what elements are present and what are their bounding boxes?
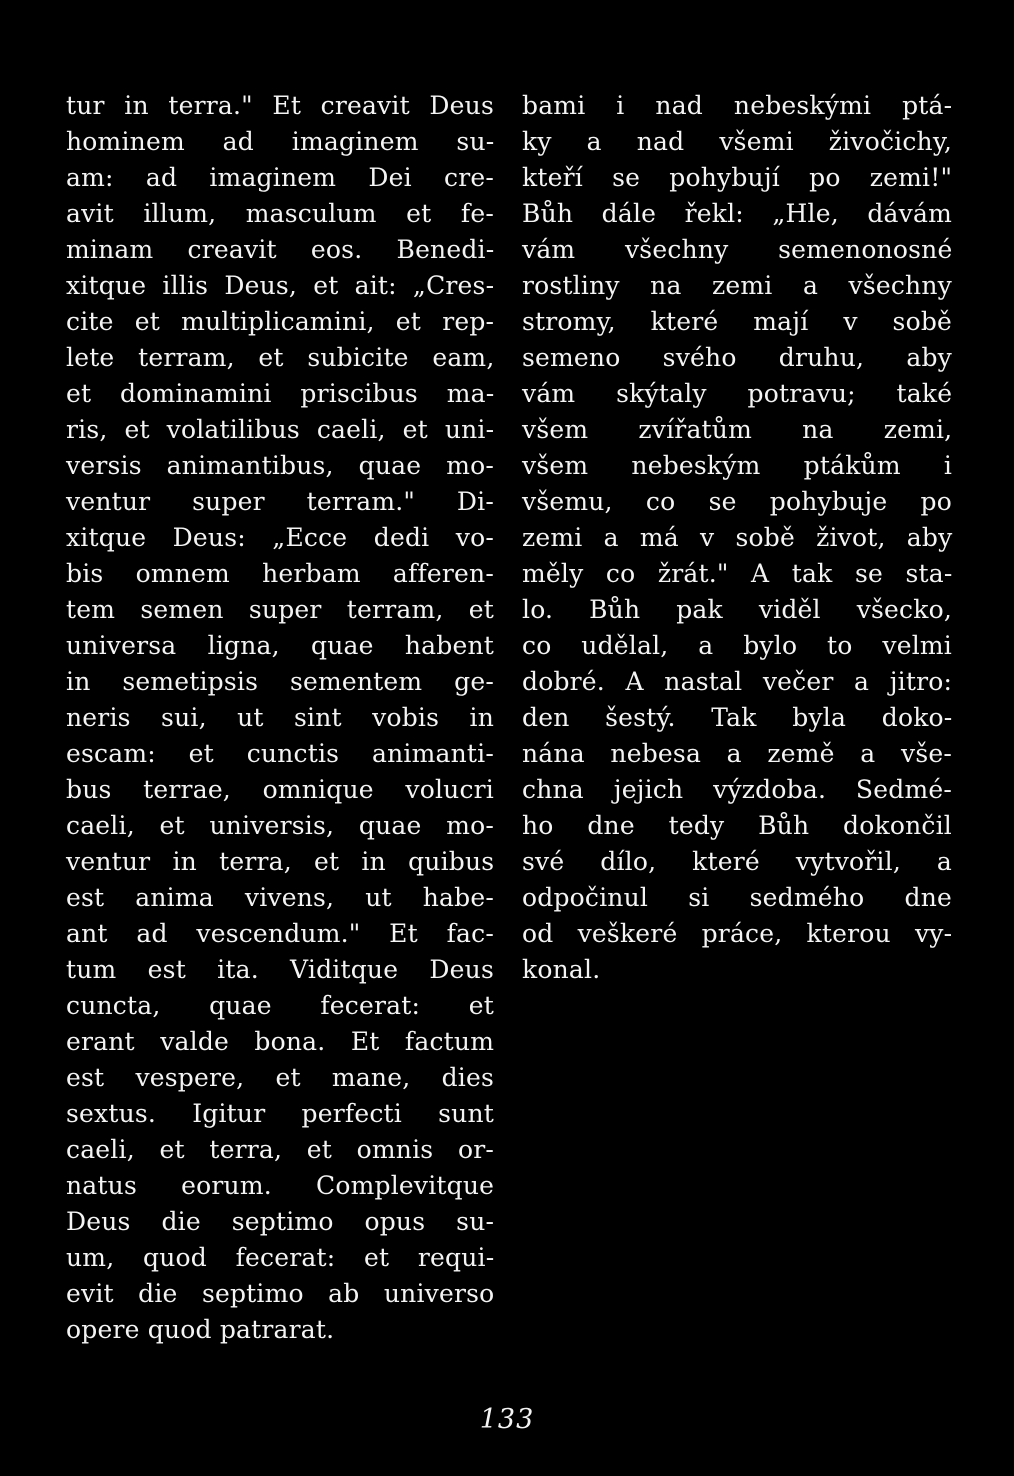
czech-column [522, 88, 952, 988]
text-line: odpočinul si sedmého dne [522, 883, 952, 912]
text-line: minam creavit eos. Benedi- [66, 235, 495, 264]
text-line: všem zvířatům na zemi, [522, 415, 953, 444]
text-line: vám všechny semenonosné [522, 235, 953, 264]
text-line: nána nebesa a země a vše- [522, 739, 952, 768]
text-line: sextus. Igitur perfecti sunt [66, 1099, 494, 1128]
text-line: hominem ad imaginem su- [66, 127, 495, 156]
text-line: est anima vivens, ut habe- [66, 883, 494, 912]
text-line: in semetipsis sementem ge- [66, 667, 494, 696]
text-line: bis omnem herbam afferen- [66, 559, 494, 588]
text-line: ho dne tedy Bůh dokončil [522, 811, 952, 840]
text-line: versis animantibus, quae mo- [66, 451, 494, 480]
text-line: am: ad imaginem Dei cre- [66, 163, 494, 192]
text-line: evit die septimo ab universo [66, 1279, 495, 1308]
text-line: ventur in terra, et in quibus [66, 847, 495, 876]
text-line: své dílo, které vytvořil, a [522, 847, 952, 876]
text-line: xitque Deus: „Ecce dedi vo- [66, 523, 494, 552]
text-line: tum est ita. Viditque Deus [66, 955, 494, 984]
text-line: ris, et volatilibus caeli, et uni- [66, 415, 495, 444]
text-line: cite et multiplicamini, et rep- [66, 307, 495, 336]
text-line: všemu, co se pohybuje po [522, 487, 952, 516]
text-line: stromy, které mají v sobě [522, 307, 953, 336]
text-line: caeli, et terra, et omnis or- [66, 1135, 494, 1164]
text-line: est vespere, et mane, dies [66, 1063, 494, 1092]
text-line: bus terrae, omnique volucri [66, 775, 494, 804]
text-line: bami i nad nebeskými ptá- [522, 91, 953, 120]
text-line: ant ad vescendum." Et fac- [66, 919, 494, 948]
text-line: tem semen super terram, et [66, 595, 494, 624]
text-line: měly co žrát." A tak se sta- [522, 559, 953, 588]
text-line: lete terram, et subicite eam, [66, 343, 495, 372]
text-line: lo. Bůh pak viděl všecko, [522, 595, 952, 624]
text-line: od veškeré práce, kterou vy- [522, 919, 953, 948]
text-line: um, quod fecerat: et requi- [66, 1243, 495, 1272]
latin-column [66, 88, 494, 1348]
text-line: co udělal, a bylo to velmi [522, 631, 952, 660]
text-line: Bůh dále řekl: „Hle, dávám [522, 199, 952, 228]
text-line: chna jejich výzdoba. Sedmé- [522, 775, 952, 804]
text-line: cuncta, quae fecerat: et [66, 991, 494, 1020]
text-line: et dominamini priscibus ma- [66, 379, 495, 408]
text-line: den šestý. Tak byla doko- [522, 703, 953, 732]
text-line: všem nebeským ptákům i [522, 451, 953, 480]
text-line: caeli, et universis, quae mo- [66, 811, 494, 840]
text-line: avit illum, masculum et fe- [66, 199, 494, 228]
text-line: konal. [522, 955, 601, 984]
text-line: neris sui, ut sint vobis in [66, 703, 494, 732]
text-line: ky a nad všemi živočichy, [522, 127, 952, 156]
text-line: zemi a má v sobě život, aby [522, 523, 953, 552]
text-line: Deus die septimo opus su- [66, 1207, 495, 1236]
text-line: kteří se pohybují po zemi!" [522, 163, 953, 192]
text-line: dobré. A nastal večer a jitro: [522, 667, 953, 696]
text-line: semeno svého druhu, aby [522, 343, 952, 372]
text-line: erant valde bona. Et factum [66, 1027, 495, 1056]
text-line: xitque illis Deus, et ait: „Cres- [66, 271, 495, 300]
text-line: universa ligna, quae habent [66, 631, 494, 660]
page-number: 133 [479, 1404, 535, 1435]
text-line: tur in terra." Et creavit Deus [66, 91, 494, 120]
text-line: vám skýtaly potravu; také [522, 379, 953, 408]
text-line: natus eorum. Complevitque [66, 1171, 495, 1200]
text-line: opere quod patrarat. [66, 1315, 335, 1344]
text-line: rostliny na zemi a všechny [522, 271, 952, 300]
text-line: ventur super terram." Di- [66, 487, 494, 516]
text-line: escam: et cunctis animanti- [66, 739, 495, 768]
